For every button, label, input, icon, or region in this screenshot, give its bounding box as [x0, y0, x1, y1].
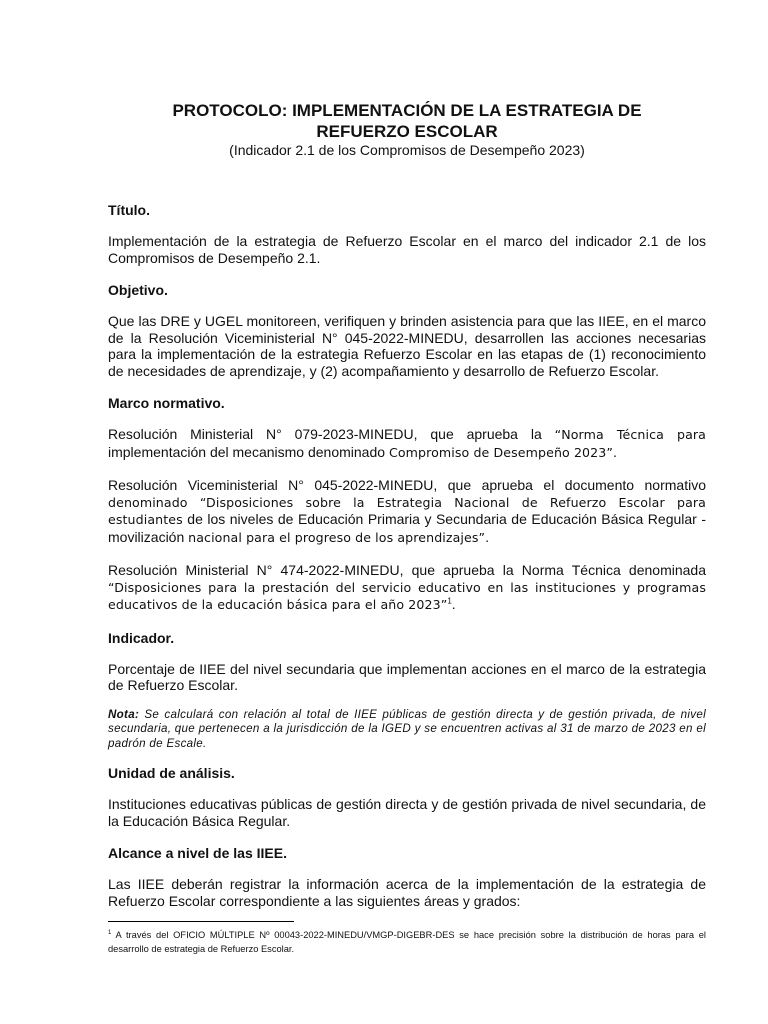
marco-p1-text-d: Compromiso de Desempeño 2023”.: [388, 444, 618, 460]
section-heading-unidad: Unidad de análisis.: [108, 765, 235, 781]
section-heading-indicador: Indicador.: [108, 629, 175, 646]
note-label: Nota:: [108, 707, 140, 721]
footnote-reference: 1: [447, 596, 452, 606]
marco-p1-text-b: “Norma Técnica para: [554, 427, 706, 442]
footnote: [108, 928, 706, 956]
footnote-text: A través del OFICIO MÚLTIPLE Nº 00043-2022-MINEDU/VMGP-DIGEBR-DES se hace precisión sobre la distribución de horas para el desarrollo de estrategia de Refuerzo Escolar.: [108, 930, 706, 954]
indicador-note: [108, 708, 706, 752]
section-heading-alcance: Alcance a nivel de las IIEE.: [108, 845, 287, 861]
marco-p2-text-a: Resolución Viceministerial N° 045-2022-MINEDU, que aprueba el documento normativo: [108, 477, 706, 493]
marco-paragraph-2: [108, 477, 706, 546]
note-text: Se calculará con relación al total de IIEE públicas de gestión directa y de gestión privada, de nivel secundaria, que pertenecen a la jurisdicción de la IGED y se encuentren activas al 31 de marzo de 2023 en el padrón de Escale.: [108, 707, 706, 750]
section-text-objetivo: Que las DRE y UGEL monitoreen, verifiquen y brinden asistencia para que las IIEE, en el marco de la Resolución Viceministerial N° 045-2022-MINEDU, desarrollen las acciones necesarias para la implementación de la estrategia Refuerzo Escolar en las etapas de (1) reconocimiento de necesidades de aprendizaje, y (2) acompañamiento y desarrollo de Refuerzo Escolar.: [108, 313, 706, 379]
document-subtitle: (Indicador 2.1 de los Compromisos de Desempeño 2023): [229, 142, 585, 158]
marco-p1-text-a: Resolución Ministerial N° 079-2023-MINEDU, que aprueba la: [108, 426, 555, 442]
section-text-indicador: Porcentaje de IIEE del nivel secundaria que implementan acciones en el marco de la estrategia de Refuerzo Escolar.: [108, 660, 706, 693]
marco-p3-text-a: Resolución Ministerial N° 474-2022-MINEDU, que aprueba la Norma Técnica denominada: [108, 562, 706, 578]
section-text-titulo: Implementación de la estrategia de Refuerzo Escolar en el marco del indicador 2.1 de los Compromisos de Desempeño 2.1.: [108, 233, 706, 266]
title-line-2: REFUERZO ESCOLAR: [316, 122, 498, 141]
marco-p2-text-b: denominado “Disposiciones sobre la Estrategia Nacional de Refuerzo Escolar para estudiantes: [108, 494, 706, 527]
footnote-marker: 1: [108, 929, 112, 936]
marco-p1-text-c: implementación del mecanismo denominado: [108, 443, 389, 460]
section-text-alcance: Las IIEE deberán registrar la información acerca de la implementación de la estrategia de Refuerzo Escolar correspondiente a las siguientes áreas y grados:: [108, 876, 706, 909]
document-page: [108, 100, 706, 909]
document-title: [108, 100, 706, 142]
title-line-1: PROTOCOLO: IMPLEMENTACIÓN DE LA ESTRATEGIA DE: [172, 101, 642, 120]
footnote-divider: [108, 921, 294, 922]
marco-p3-text-b: “Disposiciones para la prestación del servicio educativo en las instituciones y programas educativos de la educación básica para el año 2023”: [108, 579, 706, 612]
section-heading-marco: Marco normativo.: [108, 395, 225, 411]
section-heading-objetivo: Objetivo.: [108, 282, 168, 298]
section-heading-titulo: Título.: [108, 202, 150, 218]
marco-p2-text-c: de los niveles de Educación Primaria y Secundaria de Educación Básica Regular - movilización: [108, 511, 706, 545]
marco-p3-text-end: .: [451, 596, 456, 612]
marco-p2-text-d: nacional para el progreso de los aprendizajes”.: [188, 529, 490, 545]
section-text-unidad: Instituciones educativas públicas de gestión directa y de gestión privada de nivel secundaria, de la Educación Básica Regular.: [108, 796, 706, 829]
marco-paragraph-1: [108, 426, 706, 461]
marco-paragraph-3: [108, 562, 706, 614]
